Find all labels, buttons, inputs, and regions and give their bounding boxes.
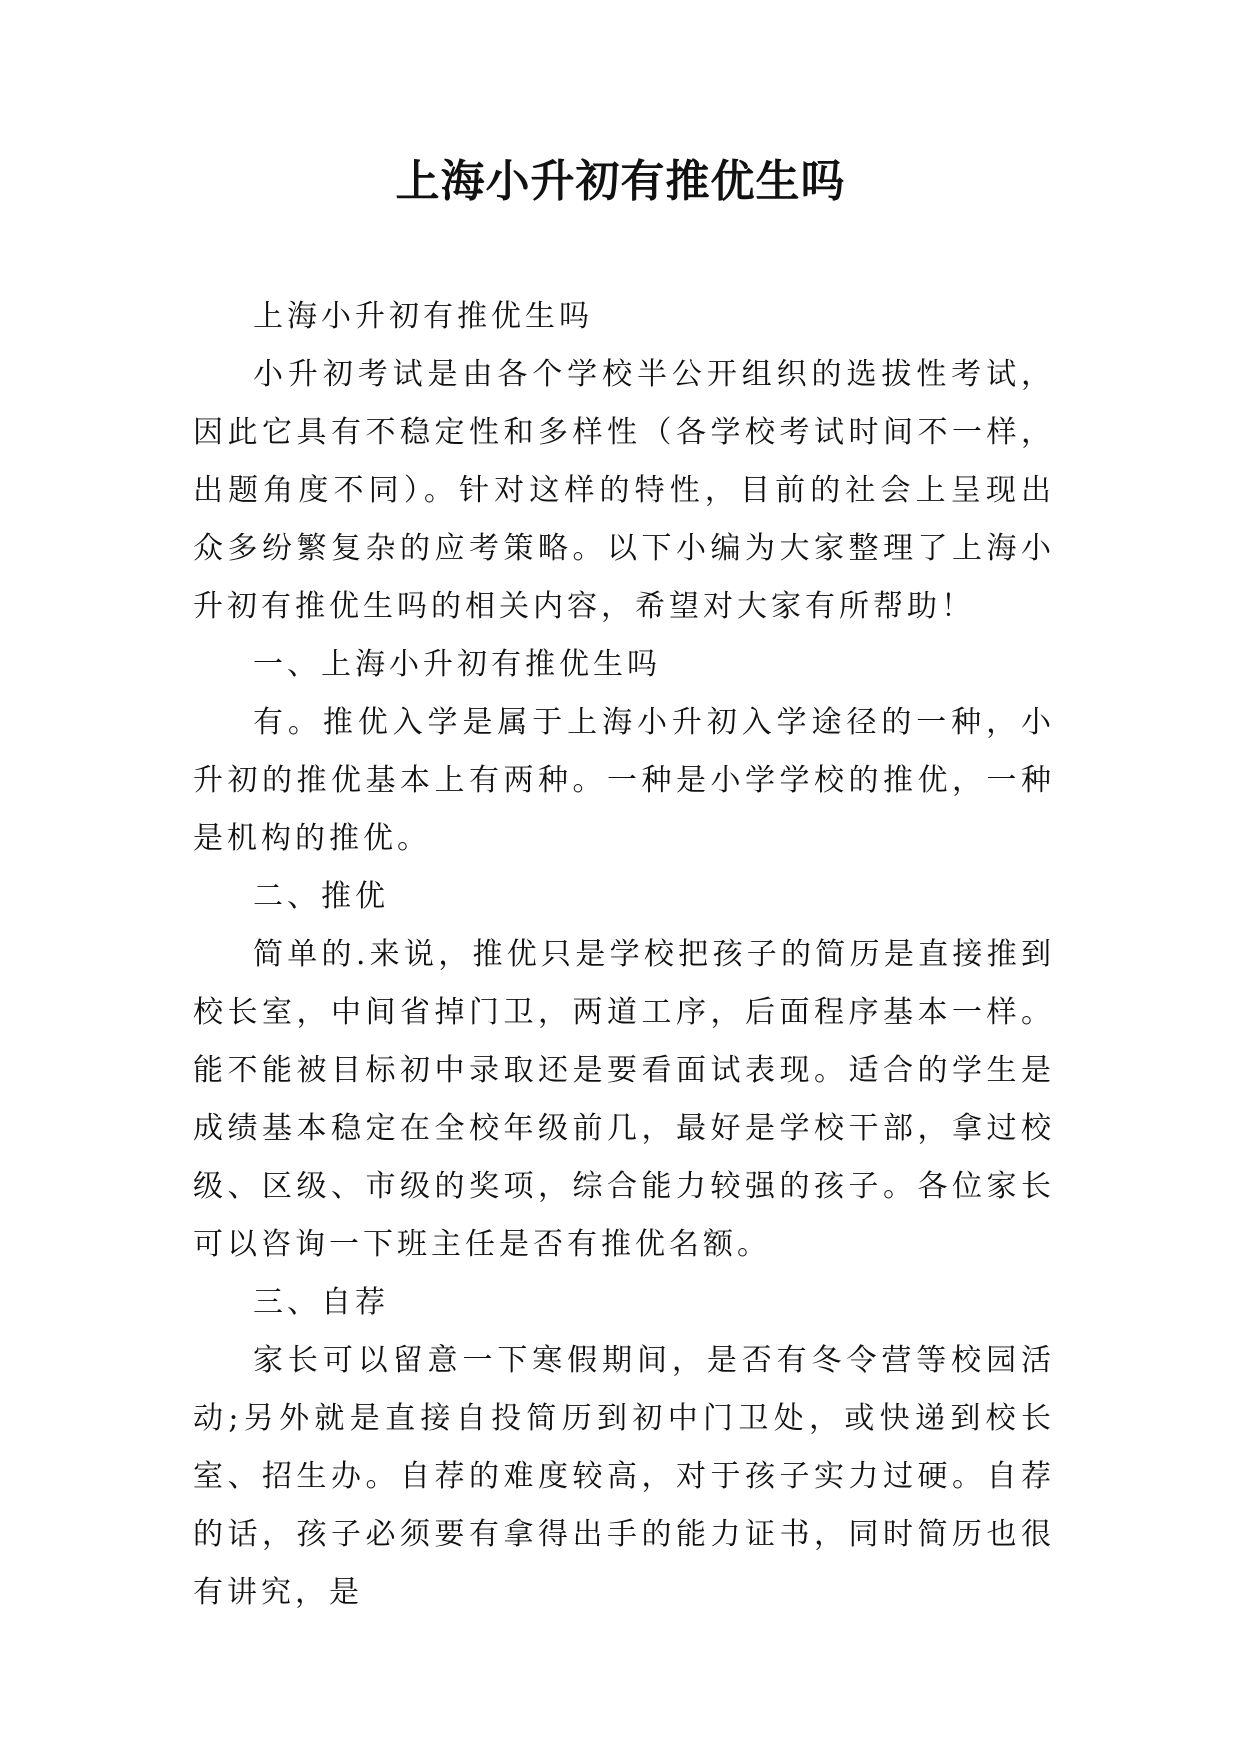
document-title: 上海小升初有推优生吗: [395, 156, 846, 207]
section-heading-2: 二、推优: [253, 879, 389, 914]
paragraph-section-2: 简单的.来说，推优只是学校把孩子的简历是直接推到校长室，中间省掉门卫，两道工序，后面程序基本一样。能不能被目标初中录取还是要看面试表现。适合的学生是成绩基本稳定在全校年级前几，最好是学校干部，拿过校级、区级、市级的奖项，综合能力较强的孩子。各位家长可以咨询一下班主任是否有推优名额。: [193, 937, 1055, 1262]
paragraph-subtitle: 上海小升初有推优生吗: [253, 299, 593, 334]
paragraph-intro: 小升初考试是由各个学校半公开组织的选拔性考试，因此它具有不稳定性和多样性（各学校考试时间不一样，出题角度不同）。针对这样的特性，目前的社会上呈现出众多纷繁复杂的应考策略。以下小编为大家整理了上海小升初有推优生吗的相关内容，希望对大家有所帮助！: [193, 357, 1055, 624]
section-heading-1: 一、上海小升初有推优生吗: [253, 647, 661, 682]
paragraph-section-1: 有。推优入学是属于上海小升初入学途径的一种，小升初的推优基本上有两种。一种是小学学校的推优，一种是机构的推优。: [193, 705, 1055, 856]
document-body: [193, 288, 1055, 1622]
paragraph-section-3: 家长可以留意一下寒假期间，是否有冬令营等校园活动;另外就是直接自投简历到初中门卫处，或快递到校长室、招生办。自荐的难度较高，对于孩子实力过硬。自荐的话，孩子必须要有拿得出手的能力证书，同时简历也很有讲究，是: [193, 1343, 1055, 1610]
section-heading-3: 三、自荐: [253, 1285, 389, 1320]
